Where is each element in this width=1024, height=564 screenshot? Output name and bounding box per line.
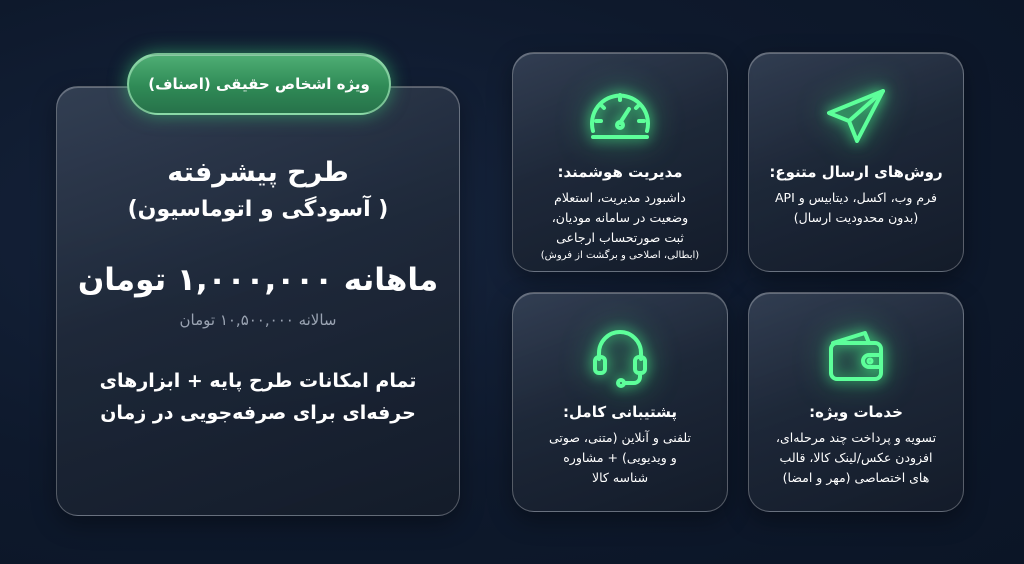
feature-line: ثبت صورتحساب ارجاعی: [556, 230, 684, 245]
plan-subtitle: ( آسودگی و اتوماسیون): [127, 197, 389, 222]
feature-card-smart-management: [512, 52, 728, 272]
plan-card: [56, 86, 460, 516]
feature-description: [757, 428, 955, 488]
audience-badge: ویژه اشخاص حقیقی (اصناف): [127, 53, 391, 115]
feature-description: [521, 188, 719, 264]
feature-card-special-services: [748, 292, 964, 512]
plan-description-line: تمام امکانات طرح پایه + ابزارهای: [99, 370, 417, 392]
feature-card-support: [512, 292, 728, 512]
feature-line: و ویدیویی) + مشاوره: [563, 450, 677, 465]
feature-title: خدمات ویژه:: [809, 403, 903, 421]
plan-description: [77, 365, 439, 429]
feature-title: مدیریت هوشمند:: [557, 163, 683, 181]
feature-title: پشتیبانی کامل:: [563, 403, 677, 421]
plan-title: طرح پیشرفته: [167, 157, 349, 188]
feature-line: داشبورد مدیریت، استعلام: [554, 190, 686, 205]
wallet-icon: [819, 319, 893, 393]
feature-line: (بدون محدودیت ارسال): [793, 210, 919, 225]
feature-line: فرم وب، اکسل، دیتابیس و API: [774, 190, 938, 205]
feature-line: شناسه کالا: [591, 470, 649, 485]
feature-title: روش‌های ارسال متنوع:: [769, 163, 943, 181]
feature-description: [521, 428, 719, 488]
paper-plane-icon: [819, 79, 893, 153]
plan-price: ماهانه ۱,۰۰۰,۰۰۰ تومان: [77, 262, 439, 298]
feature-line: وضعیت در سامانه مودیان،: [551, 210, 689, 225]
plan-yearly-price: سالانه ۱۰,۵۰۰,۰۰۰ تومان: [179, 311, 337, 329]
feature-line: تسویه و پرداخت چند مرحله‌ای،: [775, 430, 937, 445]
feature-line: های اختصاصی (مهر و امضا): [782, 470, 930, 485]
plan-description-line: حرفه‌ای برای صرفه‌جویی در زمان: [100, 402, 416, 424]
speedometer-icon: [583, 79, 657, 153]
feature-line: افزودن عکس/لینک کالا، قالب: [779, 450, 933, 465]
headset-icon: [583, 319, 657, 393]
feature-card-sending-methods: [748, 52, 964, 272]
feature-line: تلفنی و آنلاین (متنی، صوتی: [548, 430, 691, 445]
feature-description: [757, 188, 955, 228]
feature-note: (ابطالی، اصلاحی و برگشت از فروش): [540, 250, 700, 261]
